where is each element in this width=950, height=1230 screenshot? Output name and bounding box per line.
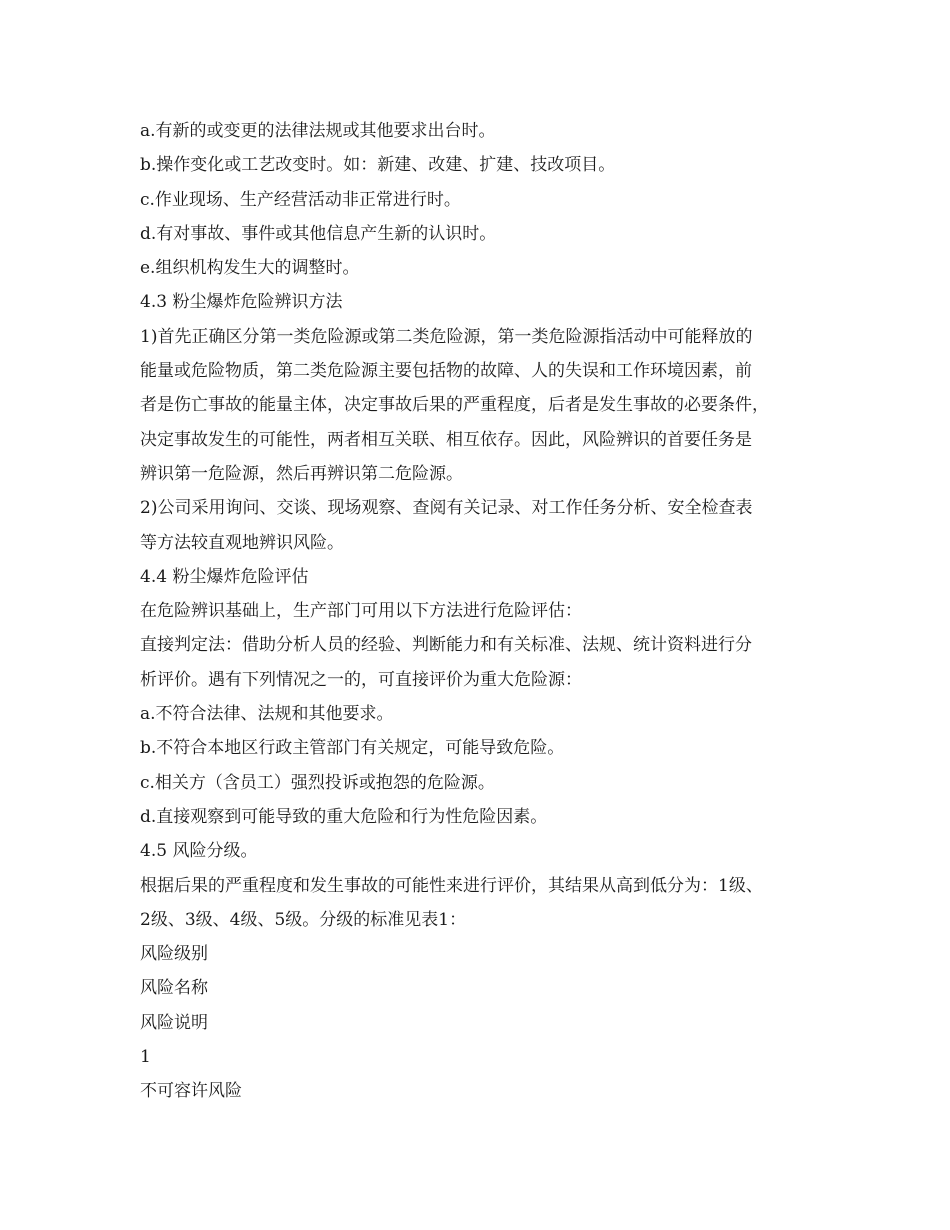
list-item-d-new-understanding: d.有对事故、事件或其他信息产生新的认识时。 bbox=[140, 223, 497, 244]
table-cell-level-1: 1 bbox=[140, 1047, 151, 1068]
paragraph-1-line-2: 能量或危险物质，第二类危险源主要包括物的故障、人的失误和工作环境因素，前 bbox=[140, 361, 752, 382]
list-item-a-new-regulations: a.有新的或变更的法律法规或其他要求出台时。 bbox=[140, 121, 496, 141]
paragraph-1-line-4: 决定事故发生的可能性，两者相互关联、相互依存。因此，风险辨识的首要任务是 bbox=[140, 429, 752, 450]
criteria-item-c: c.相关方（含员工）强烈投诉或抱怨的危险源。 bbox=[140, 772, 495, 793]
grading-paragraph-line-2: 2级、3级、4级、5级。分级的标准见表1： bbox=[140, 909, 467, 930]
list-item-b-process-change: b.操作变化或工艺改变时。如：新建、改建、扩建、技改项目。 bbox=[140, 155, 616, 176]
grading-paragraph-line-1: 根据后果的严重程度和发生事故的可能性来进行评价，其结果从高到低分为：1级、 bbox=[140, 875, 763, 896]
list-item-c-abnormal-operation: c.作业现场、生产经营活动非正常进行时。 bbox=[140, 189, 461, 210]
table-header-risk-name: 风险名称 bbox=[140, 978, 208, 999]
list-item-e-organization-change: e.组织机构发生大的调整时。 bbox=[140, 258, 360, 279]
table-cell-risk-name-1: 不可容许风险 bbox=[140, 1081, 242, 1102]
table-header-risk-description: 风险说明 bbox=[140, 1012, 208, 1033]
section-heading-4-3: 4.3 粉尘爆炸危险辨识方法 bbox=[140, 292, 343, 313]
paragraph-2-line-1: 2)公司采用询问、交谈、现场观察、查阅有关记录、对工作任务分析、安全检查表 bbox=[140, 498, 753, 519]
criteria-item-a: a.不符合法律、法规和其他要求。 bbox=[140, 704, 394, 725]
assessment-intro: 在危险辨识基础上，生产部门可用以下方法进行危险评估： bbox=[140, 601, 582, 622]
table-header-risk-level: 风险级别 bbox=[140, 944, 208, 965]
paragraph-1-line-1: 1)首先正确区分第一类危险源或第二类危险源，第一类危险源指活动中可能释放的 bbox=[140, 326, 753, 347]
paragraph-2-line-2: 等方法较直观地辨识风险。 bbox=[140, 532, 344, 553]
paragraph-1-line-3: 者是伤亡事故的能量主体，决定事故后果的严重程度，后者是发生事故的必要条件， bbox=[140, 395, 769, 416]
direct-judgment-line-2: 析评价。遇有下列情况之一的，可直接评价为重大危险源： bbox=[140, 669, 582, 690]
paragraph-1-line-5: 辨识第一危险源，然后再辨识第二危险源。 bbox=[140, 463, 463, 484]
criteria-item-d: d.直接观察到可能导致的重大危险和行为性危险因素。 bbox=[140, 806, 548, 827]
section-heading-4-5: 4.5 风险分级。 bbox=[140, 841, 258, 862]
document-body bbox=[140, 114, 830, 1109]
direct-judgment-line-1: 直接判定法：借助分析人员的经验、判断能力和有关标准、法规、统计资料进行分 bbox=[140, 635, 752, 656]
criteria-item-b: b.不符合本地区行政主管部门有关规定，可能导致危险。 bbox=[140, 738, 565, 759]
section-heading-4-4: 4.4 粉尘爆炸危险评估 bbox=[140, 566, 309, 587]
